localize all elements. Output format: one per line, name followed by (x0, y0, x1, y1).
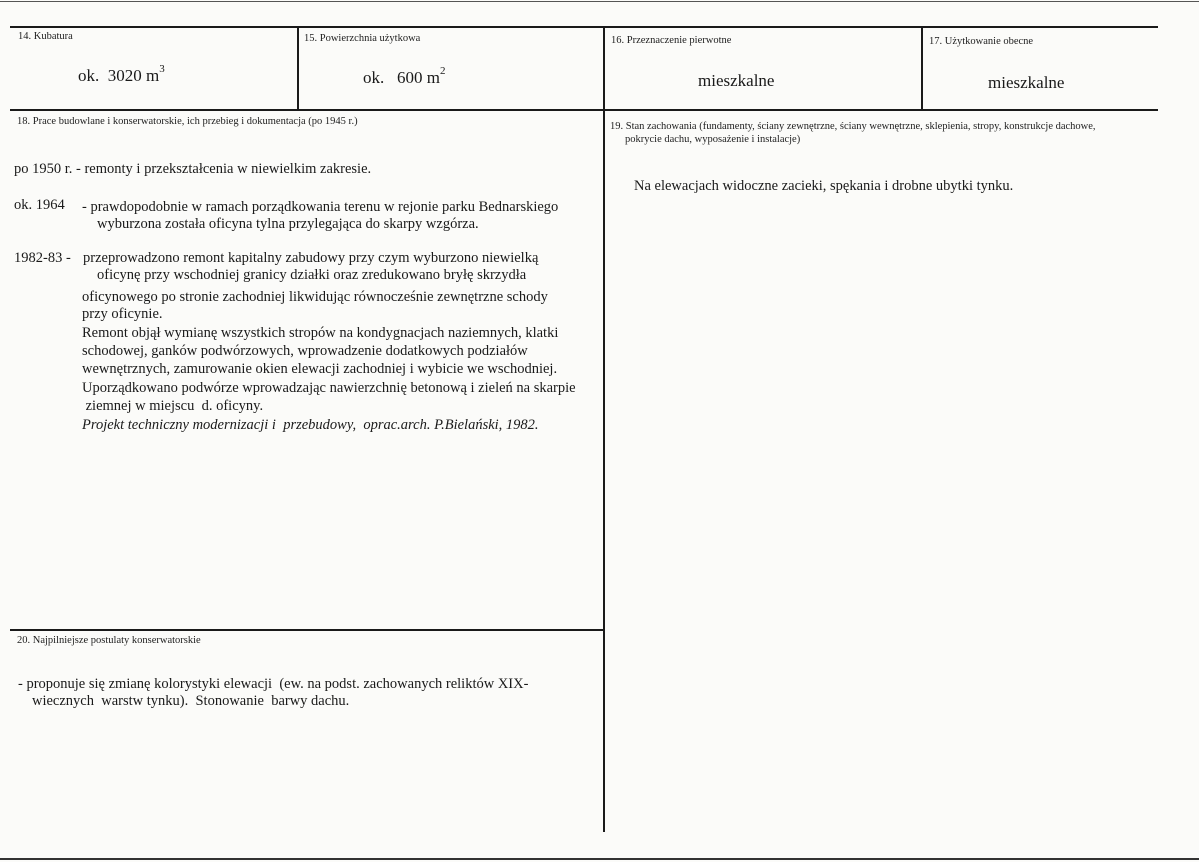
powierzchnia-value (363, 65, 446, 88)
kubatura-label: 14. Kubatura (18, 31, 73, 42)
prace-entry-1982-line: wewnętrznych, zamurowanie okien elewacji zachodniej i wybicie we wschodniej. (82, 361, 558, 377)
powierzchnia-value-exponent: 2 (439, 65, 446, 77)
uzytkowanie-value: mieszkalne (988, 73, 1065, 92)
prace-entry-1982-line: oficynę przy wschodniej granicy działki oraz zredukowano bryłę skrzydła (97, 267, 527, 283)
header-divider-3 (921, 28, 923, 110)
stan-label-line: pokrycie dachu, wyposażenie i instalacje) (625, 134, 801, 145)
postulaty-line: wiecznych warstw tynku). Stonowanie barwy dachu. (32, 693, 350, 709)
przeznaczenie-label: 16. Przeznaczenie pierwotne (611, 35, 732, 46)
powierzchnia-value-text: ok. 600 m (363, 68, 440, 87)
prace-entry-1964-date: ok. 1964 (14, 197, 65, 213)
prace-entry-1982-date: 1982-83 - (14, 250, 71, 266)
header-row-bottom-line (10, 109, 1158, 111)
uzytkowanie-label: 17. Użytkowanie obecne (929, 36, 1034, 47)
kubatura-value-exponent: 3 (159, 63, 165, 75)
powierzchnia-label: 15. Powierzchnia użytkowa (304, 33, 421, 44)
prace-entry-1982-line: przeprowadzono remont kapitalny zabudowy przy czym wyburzono niewielką (83, 250, 539, 266)
postulaty-label: 20. Najpilniejsze postulaty konserwatorskie (17, 635, 201, 646)
prace-label: 18. Prace budowlane i konserwatorskie, ich przebieg i dokumentacja (po 1945 r.) (17, 116, 358, 127)
kubatura-value (78, 63, 165, 86)
prace-entry-1982-line: Uporządkowano podwórze wprowadzając nawierzchnię betonową i zieleń na skarpie (82, 380, 576, 396)
header-divider-2 (603, 26, 605, 832)
section-20-top-line (10, 629, 605, 631)
przeznaczenie-value: mieszkalne (698, 71, 775, 90)
stan-text: Na elewacjach widoczne zacieki, spękania i drobne ubytki tynku. (634, 178, 1014, 194)
stan-label-line: 19. Stan zachowania (fundamenty, ściany zewnętrzne, ściany wewnętrzne, sklepienia, stropy, konstrukcje dachowe, (610, 121, 1096, 132)
bottom-border-line (0, 858, 1199, 860)
kubatura-value-text: ok. 3020 m (78, 66, 160, 85)
prace-entry-1982-line: schodowej, ganków podwórzowych, wprowadzenie dodatkowych podziałów (82, 343, 528, 359)
prace-entry-1964-line: wyburzona została oficyna tylna przylegająca do skarpy wzgórza. (97, 216, 479, 232)
prace-project-reference: Projekt techniczny modernizacji i przebudowy, oprac.arch. P.Bielański, 1982. (82, 417, 539, 433)
header-divider-1 (297, 26, 299, 110)
prace-entry-1982-line: Remont objął wymianę wszystkich stropów na kondygnacjach naziemnych, klatki (82, 325, 559, 341)
prace-entry-1982-line: oficynowego po stronie zachodniej likwidując równocześnie zewnętrzne schody (82, 289, 548, 305)
prace-entry-1964-line: - prawdopodobnie w ramach porządkowania terenu w rejonie parku Bednarskiego (82, 199, 559, 215)
postulaty-line: - proponuje się zmianę kolorystyki elewacji (ew. na podst. zachowanych reliktów XIX- (18, 676, 529, 692)
prace-entry-1982-line: ziemnej w miejscu d. oficyny. (82, 398, 264, 414)
prace-entry-1950: po 1950 r. - remonty i przekształcenia w niewielkim zakresie. (14, 161, 372, 177)
header-row-top-line (10, 26, 1158, 28)
prace-entry-1982-line: przy oficynie. (82, 306, 163, 322)
top-border-line (0, 1, 1199, 2)
